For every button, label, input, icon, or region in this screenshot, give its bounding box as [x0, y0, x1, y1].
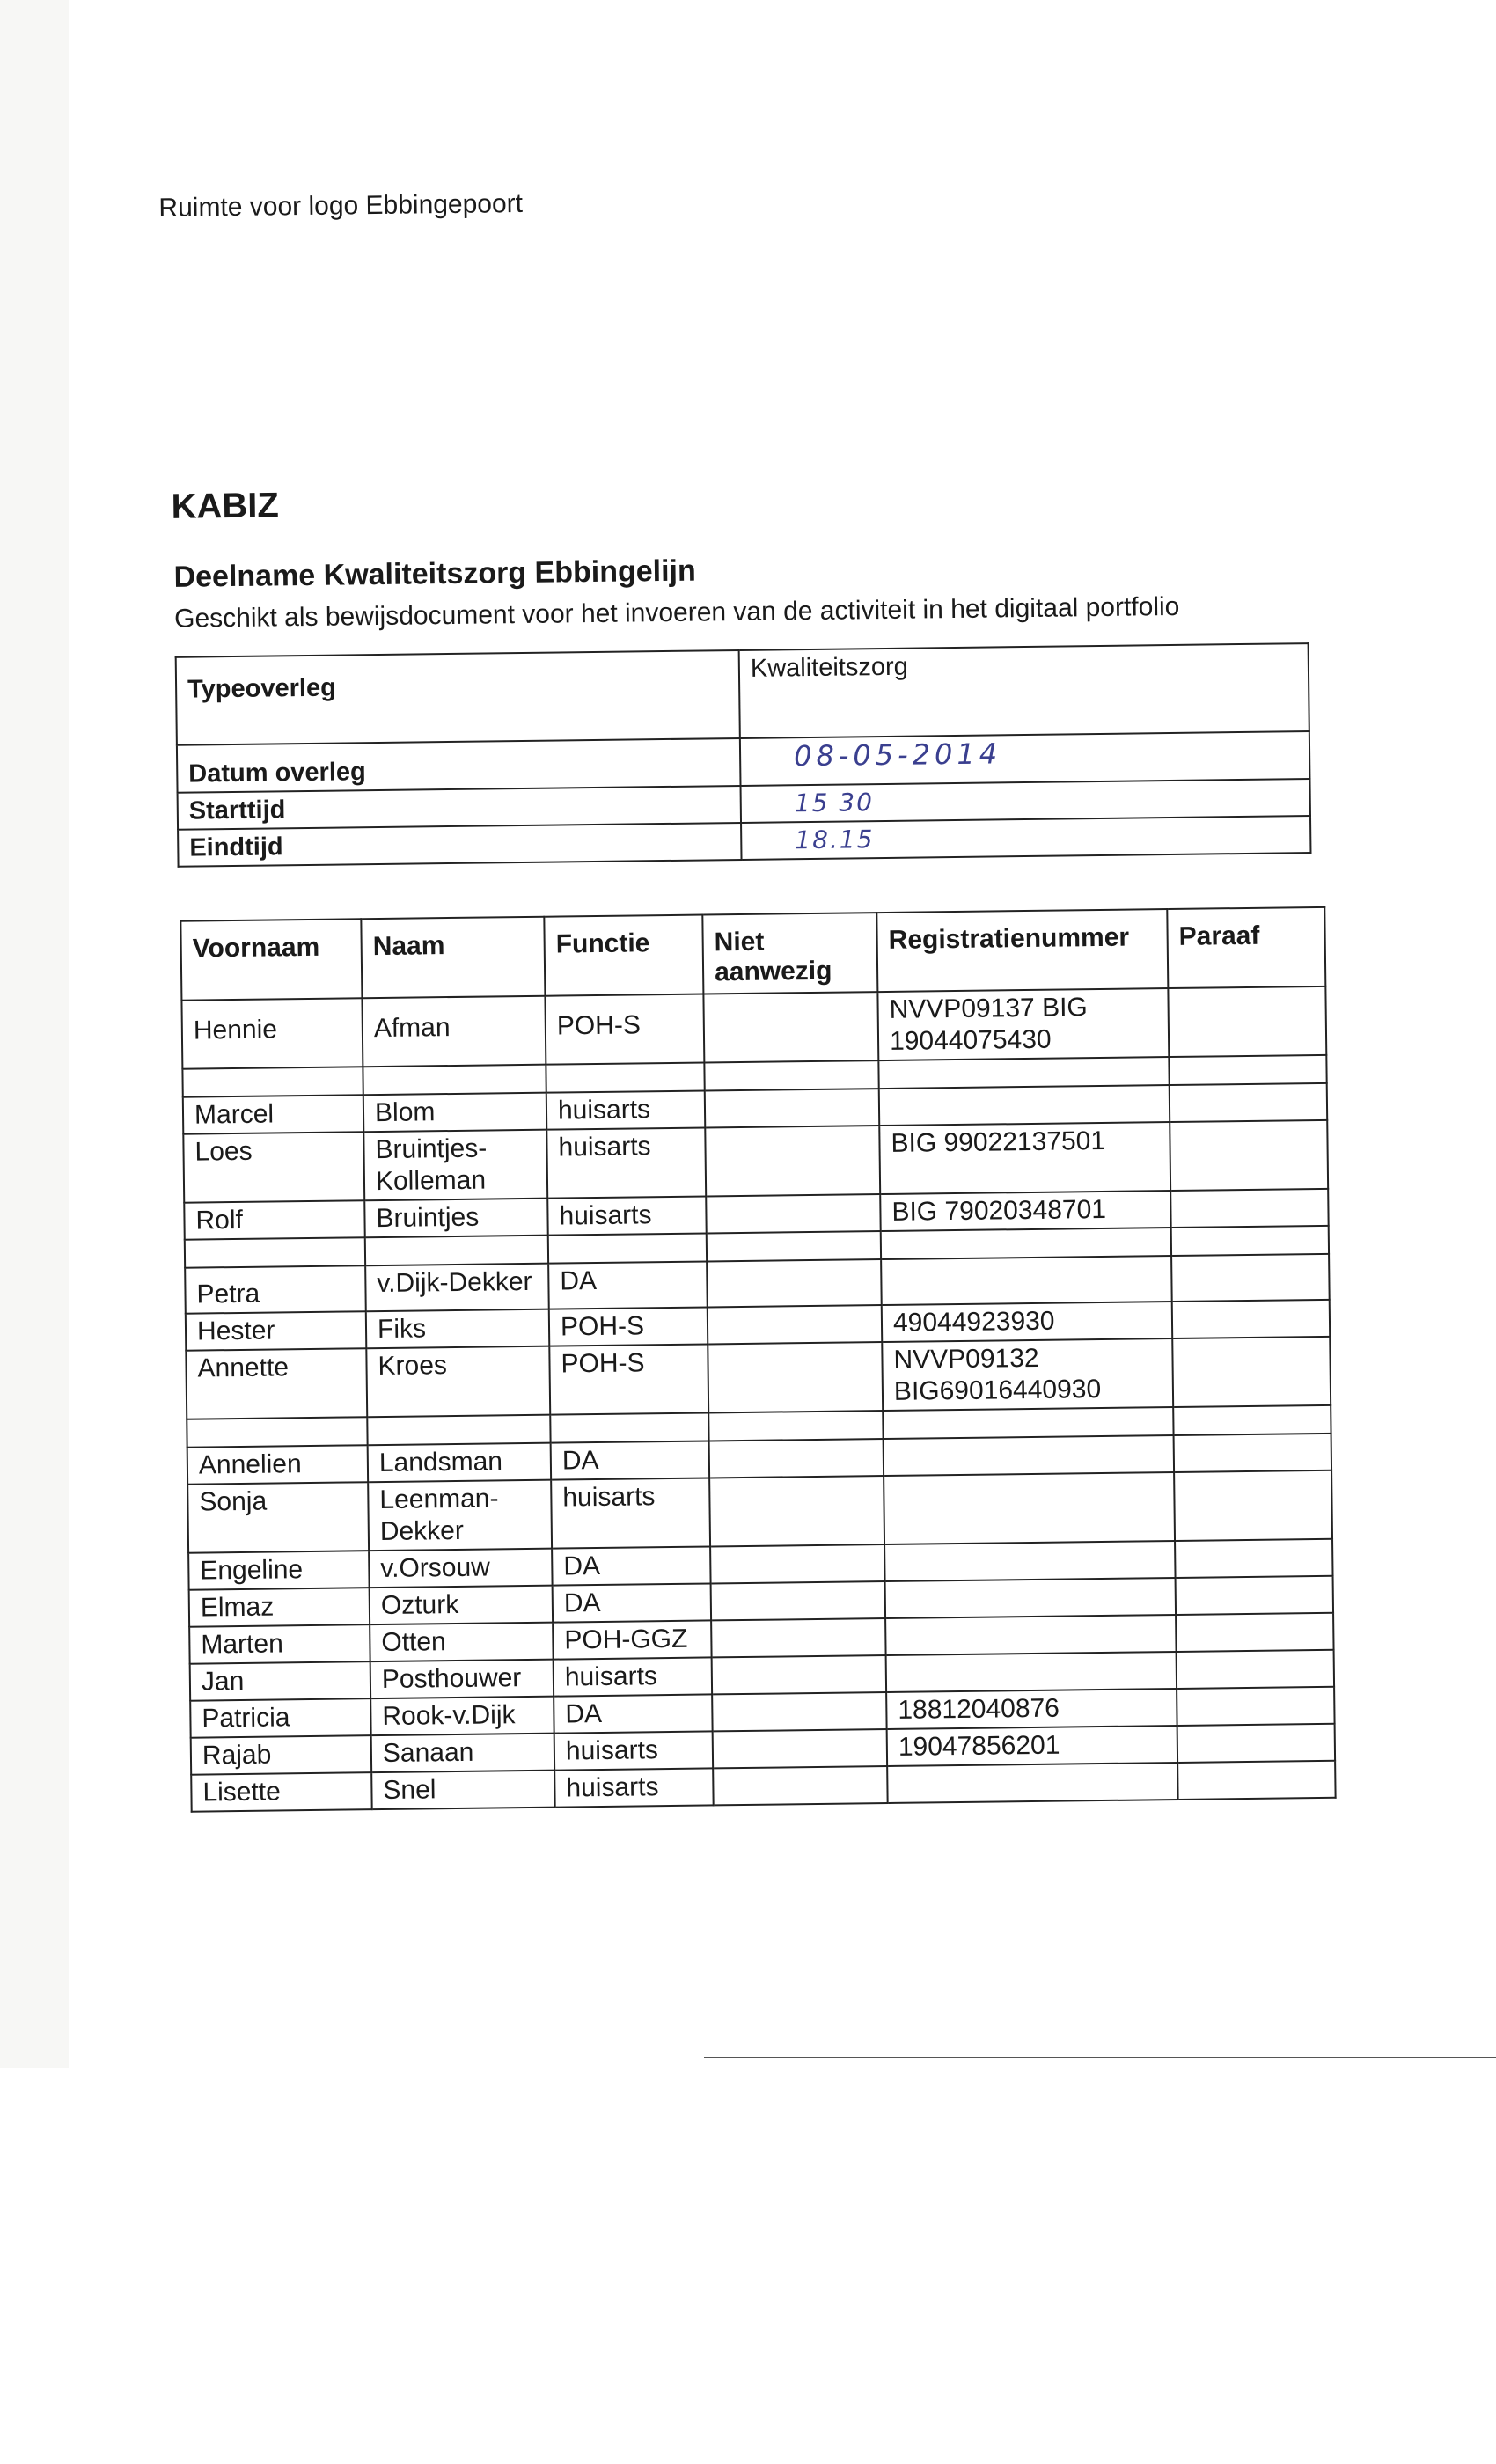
cell-naam: Bruintjes-Kolleman: [363, 1130, 547, 1201]
cell-voornaam: Marten: [189, 1624, 370, 1664]
cell-naam: Ozturk: [370, 1586, 553, 1625]
document-description: Geschikt als bewijsdocument voor het invoeren van de activiteit in het digitaal portfolio: [173, 591, 1180, 634]
cell-registratienummer: [878, 1057, 1169, 1089]
cell-niet-aanwezig: [704, 1060, 878, 1090]
cell-registratienummer: [883, 1407, 1173, 1439]
meeting-end-value: 18.15: [741, 816, 1310, 860]
cell-naam: Posthouwer: [370, 1660, 554, 1699]
cell-niet-aanwezig: [705, 1126, 880, 1196]
cell-functie: DA: [553, 1583, 711, 1622]
participants-table: [180, 906, 1336, 1813]
cell-niet-aanwezig: [707, 1231, 881, 1261]
cell-registratienummer: [884, 1472, 1175, 1544]
cell-niet-aanwezig: [709, 1439, 884, 1478]
cell-registratienummer: [884, 1435, 1174, 1476]
cell-voornaam: Elmaz: [189, 1588, 370, 1627]
logo-placeholder: Ruimte voor logo Ebbingepoort: [158, 188, 524, 223]
meeting-type-row: [176, 643, 1309, 745]
header-niet-aanwezig: Niet aanwezig: [702, 913, 877, 994]
cell-functie: DA: [551, 1441, 709, 1479]
document-content: [158, 161, 1375, 1812]
cell-niet-aanwezig: [709, 1476, 884, 1546]
cell-paraaf: [1174, 1434, 1331, 1472]
cell-registratienummer: BIG 99022137501: [879, 1122, 1170, 1194]
cell-paraaf: [1173, 1405, 1331, 1435]
cell-voornaam: Annelien: [187, 1445, 368, 1485]
cell-functie: DA: [548, 1261, 708, 1309]
cell-functie: POH-GGZ: [553, 1620, 711, 1659]
cell-voornaam: Rajab: [191, 1735, 371, 1775]
cell-niet-aanwezig: [712, 1692, 886, 1731]
meeting-end-label: Eindtijd: [178, 823, 741, 867]
cell-voornaam: Annette: [186, 1348, 367, 1419]
meeting-date-value: 08-05-2014: [740, 731, 1310, 786]
header-registratienummer: Registratienummer: [876, 909, 1168, 992]
cell-voornaam: Jan: [190, 1661, 370, 1701]
cell-niet-aanwezig: [708, 1411, 883, 1441]
meeting-start-label: Starttijd: [178, 786, 741, 830]
cell-functie: huisarts: [551, 1478, 710, 1548]
cell-paraaf: [1170, 1083, 1327, 1122]
cell-niet-aanwezig: [705, 1089, 879, 1127]
meeting-date-label: Datum overleg: [177, 738, 741, 793]
cell-voornaam: Marcel: [183, 1095, 363, 1134]
cell-functie: huisarts: [547, 1196, 706, 1235]
cell-paraaf: [1176, 1576, 1333, 1615]
cell-paraaf: [1176, 1613, 1333, 1652]
cell-niet-aanwezig: [713, 1729, 887, 1768]
cell-functie: DA: [554, 1694, 712, 1733]
document-subheading: Deelname Kwaliteitszorg Ebbingelijn: [173, 554, 696, 594]
cell-naam: Blom: [363, 1093, 546, 1133]
cell-niet-aanwezig: [710, 1544, 884, 1583]
cell-voornaam: Rolf: [184, 1200, 364, 1240]
cell-naam: Afman: [362, 996, 546, 1067]
cell-functie: huisarts: [554, 1657, 712, 1696]
cell-voornaam: Patricia: [190, 1698, 370, 1738]
cell-niet-aanwezig: [708, 1342, 883, 1412]
cell-voornaam: Hester: [186, 1311, 366, 1351]
cell-niet-aanwezig: [711, 1618, 885, 1657]
cell-niet-aanwezig: [713, 1766, 887, 1805]
meeting-type-label: Typeoverleg: [176, 650, 740, 745]
cell-paraaf: [1171, 1254, 1330, 1302]
cell-functie: huisarts: [554, 1731, 713, 1770]
cell-registratienummer: [879, 1085, 1170, 1126]
cell-voornaam: Engeline: [188, 1551, 369, 1590]
cell-voornaam: Petra: [185, 1265, 366, 1314]
meeting-start-value: 15 30: [741, 779, 1310, 823]
cell-niet-aanwezig: [707, 1259, 882, 1307]
cell-naam: Rook-v.Dijk: [370, 1697, 554, 1736]
cell-registratienummer: NVVP09137 BIG 19044075430: [877, 988, 1169, 1060]
cell-niet-aanwezig: [712, 1655, 886, 1694]
cell-naam: Otten: [370, 1623, 553, 1662]
cell-registratienummer: [881, 1256, 1172, 1305]
cell-functie: [548, 1233, 707, 1263]
cell-registratienummer: 19047856201: [887, 1726, 1177, 1766]
cell-naam: Sanaan: [371, 1734, 554, 1773]
cell-functie: [546, 1062, 704, 1092]
cell-paraaf: [1177, 1687, 1334, 1726]
cell-paraaf: [1172, 1300, 1330, 1338]
cell-registratienummer: [885, 1615, 1176, 1655]
cell-voornaam: Lisette: [191, 1772, 371, 1812]
cell-functie: huisarts: [546, 1090, 705, 1129]
cell-functie: POH-S: [549, 1344, 708, 1414]
cell-niet-aanwezig: [706, 1194, 880, 1233]
cell-naam: Snel: [371, 1771, 554, 1810]
cell-voornaam: [182, 1067, 363, 1097]
cell-niet-aanwezig: [708, 1305, 882, 1344]
header-functie: Functie: [544, 915, 703, 996]
cell-naam: [367, 1415, 550, 1446]
cell-functie: POH-S: [545, 994, 704, 1065]
cell-registratienummer: 18812040876: [886, 1689, 1177, 1729]
header-naam: Naam: [361, 917, 545, 999]
cell-paraaf: [1169, 1055, 1326, 1085]
cell-registratienummer: [885, 1578, 1176, 1618]
cell-paraaf: [1171, 1226, 1329, 1256]
cell-voornaam: [185, 1237, 365, 1268]
cell-paraaf: [1175, 1539, 1332, 1578]
cell-registratienummer: [881, 1228, 1171, 1259]
header-voornaam: Voornaam: [180, 919, 362, 1000]
cell-naam: Leenman-Dekker: [368, 1480, 552, 1551]
cell-naam: Fiks: [366, 1309, 549, 1349]
participants-header-row: [180, 907, 1325, 1001]
cell-voornaam: Loes: [183, 1132, 364, 1202]
cell-registratienummer: NVVP09132 BIG69016440930: [882, 1338, 1173, 1411]
cell-naam: [365, 1236, 548, 1266]
cell-niet-aanwezig: [711, 1581, 885, 1620]
cell-naam: v.Dijk-Dekker: [365, 1264, 549, 1312]
cell-paraaf: [1177, 1650, 1334, 1689]
document-title: KABIZ: [171, 486, 280, 526]
cell-naam: v.Orsouw: [369, 1549, 552, 1588]
cell-functie: huisarts: [546, 1127, 706, 1198]
cell-voornaam: [187, 1417, 367, 1448]
header-paraaf: Paraaf: [1167, 907, 1325, 988]
cell-functie: POH-S: [549, 1307, 708, 1346]
cell-functie: DA: [552, 1546, 710, 1585]
cell-registratienummer: [886, 1652, 1177, 1692]
cell-paraaf: [1170, 1189, 1328, 1228]
cell-niet-aanwezig: [703, 992, 878, 1062]
scan-footer-line: [704, 2057, 1496, 2058]
cell-paraaf: [1174, 1470, 1332, 1541]
cell-paraaf: [1177, 1724, 1335, 1763]
cell-naam: Kroes: [366, 1346, 550, 1418]
cell-registratienummer: [884, 1541, 1175, 1581]
cell-functie: [550, 1412, 708, 1442]
cell-naam: Landsman: [368, 1443, 551, 1483]
meeting-info-table: [175, 642, 1312, 868]
cell-naam: [363, 1065, 546, 1096]
cell-paraaf: [1177, 1761, 1335, 1800]
cell-voornaam: Sonja: [187, 1482, 369, 1552]
cell-registratienummer: 49044923930: [882, 1302, 1172, 1342]
cell-paraaf: [1170, 1120, 1328, 1191]
cell-voornaam: Hennie: [181, 998, 363, 1068]
cell-naam: Bruintjes: [364, 1199, 547, 1238]
cell-paraaf: [1168, 986, 1326, 1057]
cell-registratienummer: BIG 79020348701: [880, 1191, 1170, 1231]
meeting-type-value: Kwaliteitszorg: [739, 643, 1309, 738]
cell-functie: huisarts: [554, 1768, 713, 1807]
cell-registratienummer: [887, 1763, 1177, 1803]
cell-paraaf: [1172, 1337, 1331, 1407]
